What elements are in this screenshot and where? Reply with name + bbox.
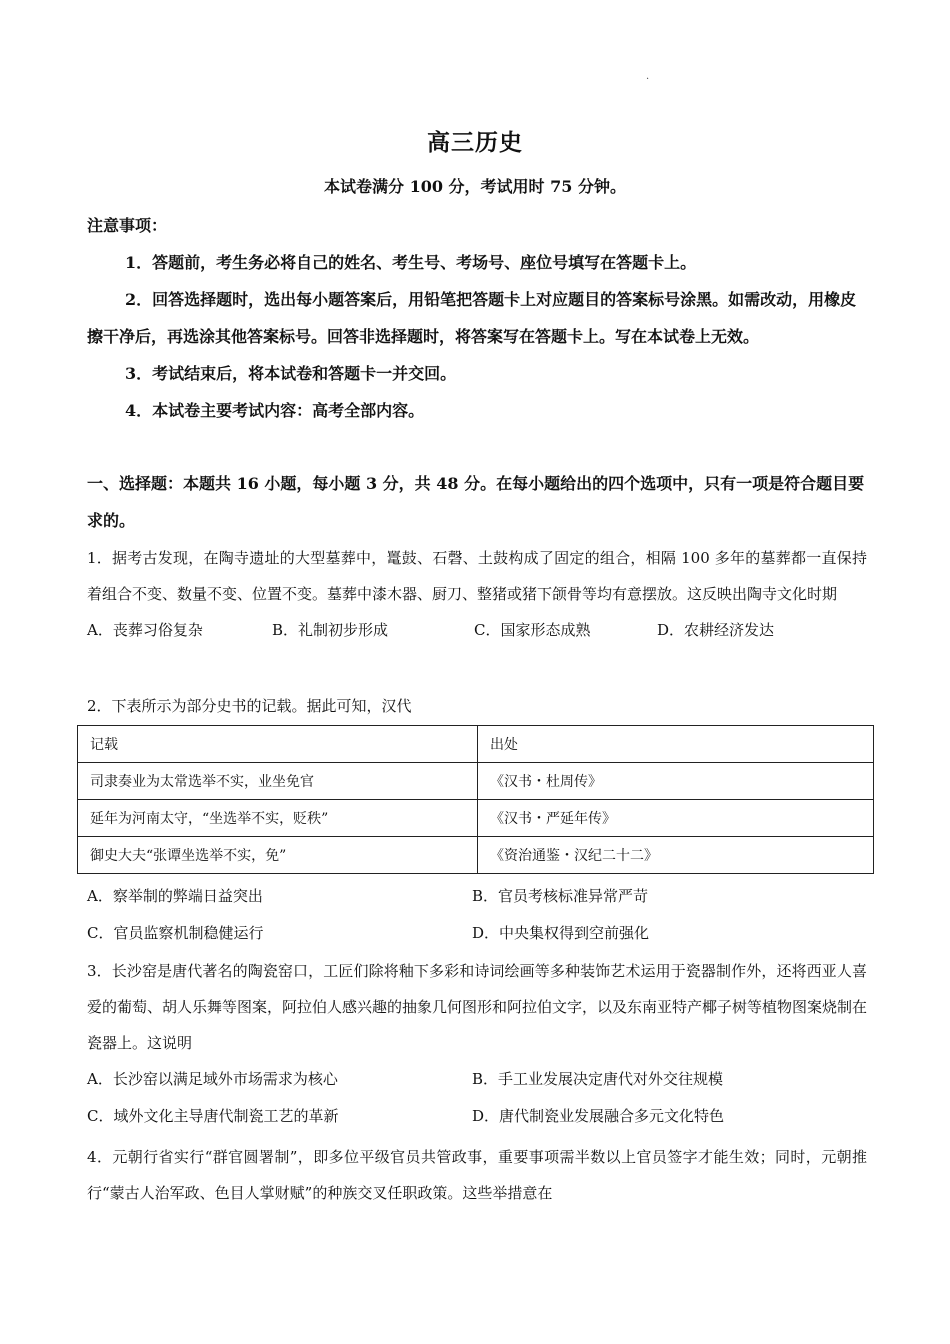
question-2-option-d: D．中央集权得到空前强化: [472, 924, 650, 942]
question-3-option-d: D．唐代制瓷业发展融合多元文化特色: [472, 1107, 725, 1125]
section-heading: 一、选择题：本题共 16 小题，每小题 3 分，共 48 分。在每小题给出的四个选项中，只有一项是符合题目要求的。: [87, 474, 865, 530]
question-1-option-d: D．农耕经济发达: [657, 621, 775, 639]
table-cell: 《汉书・严延年传》: [478, 800, 874, 837]
table-cell: 延年为河南太守，“坐选举不实，贬秩”: [78, 800, 478, 837]
question-2-stem: 2．下表所示为部分史书的记载。据此可知，汉代: [87, 697, 412, 715]
page-subtitle: 本试卷满分 100 分，考试用时 75 分钟。: [324, 177, 626, 196]
table-cell: 司隶奏业为太常选举不实，业坐免官: [78, 763, 478, 800]
question-3-option-c: C．域外文化主导唐代制瓷工艺的革新: [87, 1107, 339, 1125]
question-2-option-a: A．察举制的弊端日益突出: [87, 887, 263, 905]
question-1-options: [87, 612, 867, 648]
table-header-cell: 出处: [478, 726, 874, 763]
note-item-2: 2．回答选择题时，选出每小题答案后，用铅笔把答题卡上对应题目的答案标号涂黑。如需改动，用橡皮擦干净后，再选涂其他答案标号。回答非选择题时，将答案写在答题卡上。写在本试卷上无效。: [87, 290, 857, 346]
table-header-row: [78, 726, 874, 763]
table-cell: 御史大夫“张谭坐选举不实，免”: [78, 837, 478, 874]
question-3-stem: 3．长沙窑是唐代著名的陶瓷窑口，工匠们除将釉下多彩和诗词绘画等多种装饰艺术运用于瓷器制作外，还将西亚人喜爱的葡萄、胡人乐舞等图案，阿拉伯人感兴趣的抽象几何图形和阿拉伯文字，以及东南亚特产椰子树等植物图案烧制在瓷器上。这说明: [87, 962, 868, 1052]
header-dot: ·: [646, 74, 650, 85]
note-item-1: 1．答题前，考生务必将自己的姓名、考生号、考场号、座位号填写在答题卡上。: [125, 253, 697, 272]
records-table: [77, 725, 874, 874]
question-4: [87, 1139, 867, 1211]
question-2-option-b: B．官员考核标准异常严苛: [472, 887, 649, 905]
question-1-stem: 1．据考古发现，在陶寺遗址的大型墓葬中，鼍鼓、石磬、土鼓构成了固定的组合，相隔 100 多年的墓葬都一直保持着组合不变、数量不变、位置不变。墓葬中漆木器、厨刀、整猪或猪下颌骨等均有意摆放。这反映出陶寺文化时期: [87, 549, 867, 603]
question-1-option-c: C．国家形态成熟: [474, 621, 591, 639]
question-1: [87, 540, 867, 648]
question-2: [87, 688, 867, 724]
notes-block: [87, 207, 867, 429]
question-3: [87, 953, 867, 1135]
table-cell: 《汉书・杜周传》: [478, 763, 874, 800]
table-row: [78, 763, 874, 800]
question-1-option-a: A．丧葬习俗复杂: [87, 621, 203, 639]
table-cell: 《资治通鉴・汉纪二十二》: [478, 837, 874, 874]
question-3-options: [87, 1061, 867, 1135]
table-row: [78, 837, 874, 874]
question-3-option-b: B．手工业发展决定唐代对外交往规模: [472, 1070, 724, 1088]
page-title: 高三历史: [427, 129, 523, 156]
question-4-stem: 4．元朝行省实行“群官圆署制”，即多位平级官员共管政事，重要事项需半数以上官员签字才能生效；同时，元朝推行“蒙古人治军政、色目人掌财赋”的种族交叉任职政策。这些举措意在: [87, 1148, 867, 1202]
table-row: [78, 800, 874, 837]
table-header-cell: 记载: [78, 726, 478, 763]
question-2-options: [87, 878, 867, 952]
question-3-option-a: A．长沙窑以满足域外市场需求为核心: [87, 1070, 338, 1088]
question-2-option-c: C．官员监察机制稳健运行: [87, 924, 264, 942]
note-item-4: 4．本试卷主要考试内容：高考全部内容。: [125, 401, 425, 420]
notes-heading: 注意事项：: [87, 216, 168, 235]
note-item-3: 3．考试结束后，将本试卷和答题卡一并交回。: [125, 364, 457, 383]
question-1-option-b: B．礼制初步形成: [272, 621, 389, 639]
